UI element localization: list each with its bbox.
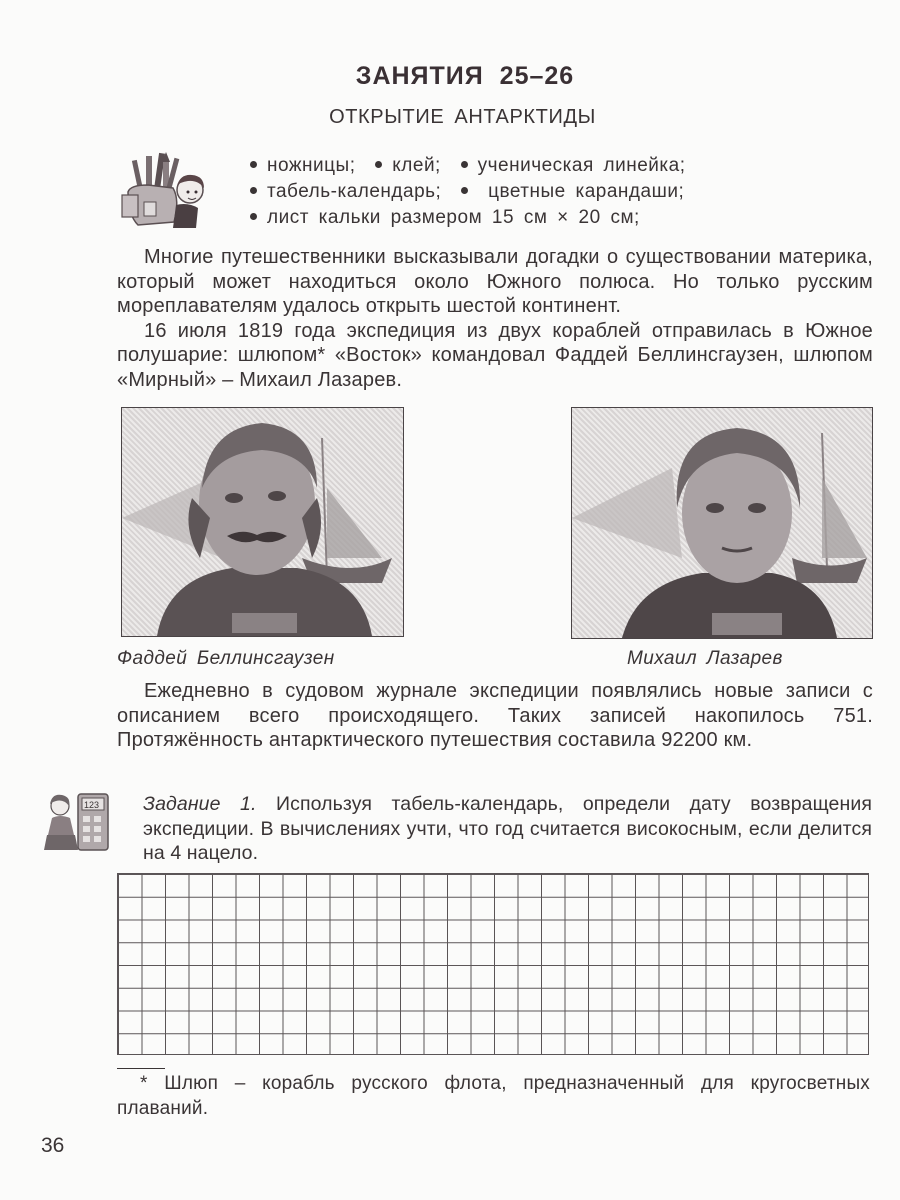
lesson-topic: ОТКРЫТИЕ АНТАРКТИДЫ — [329, 106, 596, 128]
task-1 — [143, 792, 872, 866]
supply-item: клей; — [392, 155, 441, 176]
supplies-row-1 — [250, 153, 685, 179]
footnote-text: * Шлюп – корабль русского флота, предназначенный для кругосветных плаваний. — [117, 1073, 870, 1119]
task-text: Используя табель-календарь, определи дату возвращения экспедиции. В вычислениях учти, что год считается високосным, если делится на 4 нацело. — [143, 793, 872, 864]
page-number: 36 — [41, 1134, 65, 1157]
bullet-icon — [250, 161, 257, 168]
supply-item: ножницы; — [267, 155, 356, 176]
answer-grid[interactable] — [117, 873, 869, 1055]
bullet-icon — [461, 187, 468, 194]
supply-item: ученическая линейка; — [477, 155, 686, 176]
supplies-row-3 — [250, 205, 685, 231]
caption-bellingshausen: Фаддей Беллинсгаузен — [117, 648, 335, 669]
bullet-icon — [461, 161, 468, 168]
bullet-icon — [250, 187, 257, 194]
intro-paragraph-2: 16 июля 1819 года экспедиция из двух кораблей отправилась в Южное полушарие: шлюпом* «Восток» командовал Фаддей Беллинсгаузен, шлюпом «Мирный» – Михаил Лазарев. — [117, 319, 873, 391]
task-label: Задание 1. — [143, 793, 257, 815]
portrait-lazarev — [571, 407, 873, 639]
footnote — [117, 1072, 870, 1121]
intro-text — [117, 245, 873, 392]
footnote-divider — [117, 1068, 165, 1069]
supply-item: лист кальки размером 15 см × 20 см; — [267, 207, 640, 228]
supply-item: цветные карандаши; — [488, 181, 685, 202]
supply-item: табель-календарь; — [267, 181, 442, 202]
journal-text — [117, 679, 873, 753]
bullet-icon — [250, 213, 257, 220]
school-supplies-boy-icon — [118, 150, 213, 235]
supplies-row-2 — [250, 179, 685, 205]
lesson-title: ЗАНЯТИЯ 25–26 — [355, 62, 575, 90]
intro-paragraph-1: Многие путешественники высказывали догадки о существовании материка, который может находиться около Южного полюса. Но только русским мореплавателям удалось открыть шестой континент. — [117, 246, 873, 317]
svg-text:123: 123 — [84, 800, 100, 810]
portrait-bellingshausen — [121, 407, 404, 637]
caption-lazarev: Михаил Лазарев — [627, 648, 783, 669]
journal-paragraph: Ежедневно в судовом журнале экспедиции появлялись новые записи с описанием всего происходящего. Таких записей накопилось 751. Протяжённость антарктического путешествия составила 92200 км. — [117, 680, 873, 751]
girl-with-calculator-icon — [44, 790, 112, 855]
supplies-list — [250, 153, 685, 231]
bullet-icon — [375, 161, 382, 168]
